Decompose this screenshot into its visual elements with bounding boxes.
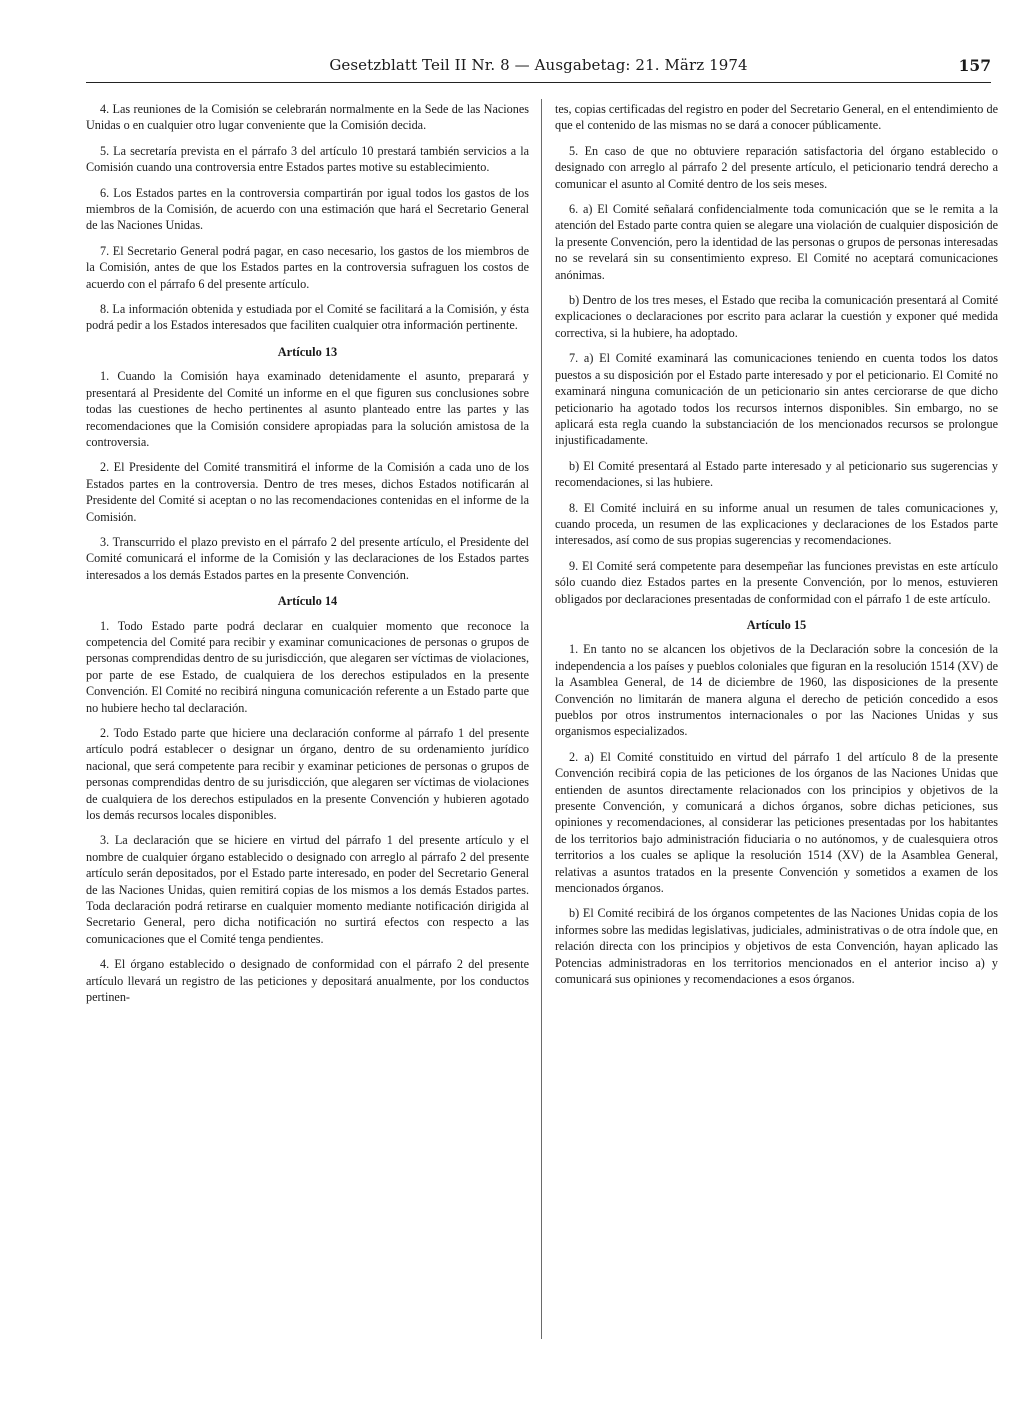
- paragraph: 1. En tanto no se alcancen los objetivos de la Declaración sobre la concesión de la independencia a los países y pueblos coloniales que figuran en la resolución 1514 (XV) de la Asamblea General, de 14 de diciembre de 1960, las disposiciones de la presente Convención no limitarán de manera alguna el derecho de petición concedido a esos pueblos por otros instrumentos internacionales o por las Naciones Unidas y sus organismos especializados.: [555, 642, 998, 739]
- paragraph: 6. Los Estados partes en la controversia compartirán por igual todos los gastos de los miembros de la Comisión, de acuerdo con una estimación que hará el Secretario General de las Naciones Unidas.: [86, 185, 529, 233]
- paragraph: 2. El Presidente del Comité transmitirá el informe de la Comisión a cada uno de los Estados partes en la controversia. Dentro de tres meses, dichos Estados notificarán al Presidente del Comité si aceptan o no las recomendaciones contenidas en el informe de la Comisión.: [86, 460, 529, 524]
- page-header: [86, 56, 991, 80]
- right-column: [555, 101, 998, 997]
- page-number: 157: [958, 56, 991, 75]
- paragraph: 1. Todo Estado parte podrá declarar en cualquier momento que reconoce la competencia del Comité para recibir y examinar comunicaciones de personas o grupos de personas comprendidas dentro de su jurisdicción, que alegaren ser víctimas de violaciones, por parte de ese Estado, de cualquiera de los derechos estipulados en la presente Convención. El Comité no recibirá ninguna comunicación referente a un Estado parte que no hubiere hecho tal declaración.: [86, 618, 530, 715]
- paragraph: b) El Comité recibirá de los órganos competentes de las Naciones Unidas copia de los informes sobre las medidas legislativas, judiciales, administrativas o de otra índole que, en relación directa con los principios y objetivos de esta Convención, hayan aplicado las Potencias administradoras en los territorios mencionados en el anterior inciso a) y comunicará sus opiniones y recomendaciones a esos órganos.: [555, 906, 998, 987]
- paragraph: 4. Las reuniones de la Comisión se celebrarán normalmente en la Sede de las Naciones Unidas o en cualquier otro lugar conveniente que la Comisión decida.: [86, 102, 529, 133]
- paragraph: 8. El Comité incluirá en su informe anual un resumen de tales comunicaciones y, cuando proceda, un resumen de las explicaciones y declaraciones de los Estados parte interesados, así como de sus propias sugerencias y recomendaciones.: [555, 500, 998, 548]
- paragraph: 3. La declaración que se hiciere en virtud del párrafo 1 del presente artículo y el nombre de cualquier órgano establecido o designado con arreglo al párrafo 2 del presente artículo serán depositados, por el Estado parte interesado, en poder del Secretario General de las Naciones Unidas, quien remitirá copias de los mismos a los demás Estados partes. Toda declaración podrá retirarse en cualquier momento mediante notificación dirigida al Secretario General, pero dicha notificación no surtirá efectos con respecto a las comunicaciones que el Comité tenga pendientes.: [86, 833, 529, 946]
- article-14-heading: Artículo 14: [277, 594, 338, 609]
- article-15-heading: Artículo 15: [746, 617, 807, 632]
- paragraph: 9. El Comité será competente para desempeñar las funciones previstas en este artículo sólo cuando diez Estados partes en la presente Convención, por lo menos, estuvieren obligados por declaraciones presentadas de conformidad con el párrafo 1 de este artículo.: [555, 558, 998, 606]
- paragraph: b) El Comité presentará al Estado parte interesado y al peticionario sus sugerencias y recomendaciones, si las hubiere.: [555, 458, 998, 490]
- paragraph-continuation: tes, copias certificadas del registro en poder del Secretario General, en el entendimiento de que el contenido de las mismas no se dará a conocer públicamente.: [555, 102, 998, 133]
- column-divider: [541, 99, 542, 1339]
- paragraph: 3. Transcurrido el plazo previsto en el párrafo 2 del presente artículo, el Presidente del Comité comunicará el informe de la Comisión y las declaraciones de los Estados partes interesados a los demás Estados partes en la presente Convención.: [86, 534, 529, 582]
- paragraph: 5. La secretaría prevista en el párrafo 3 del artículo 10 prestará también servicios a la Comisión cuando una controversia entre Estados partes motive su establecimiento.: [86, 143, 529, 175]
- article-13-heading: Artículo 13: [277, 344, 338, 359]
- paragraph: 7. El Secretario General podrá pagar, en caso necesario, los gastos de los miembros de la Comisión, antes de que los Estados partes en la controversia sufraguen los costos de acuerdo con el párrafo 6 del presente artículo.: [86, 243, 529, 291]
- paragraph: 4. El órgano establecido o designado de conformidad con el párrafo 2 del presente artículo llevará un registro de las peticiones y depositará anualmente, por los conductos pertinen-: [86, 957, 529, 1005]
- header-rule: [86, 82, 991, 83]
- paragraph: b) Dentro de los tres meses, el Estado que reciba la comunicación presentará al Comité explicaciones o declaraciones por escrito para aclarar la cuestión y exponer qué medida correctiva, si la hubiere, ha adoptado.: [555, 293, 998, 340]
- paragraph: 6. a) El Comité señalará confidencialmente toda comunicación que se le remita a la atención del Estado parte contra quien se alegare una violación de cualquier disposición de la presente Convención, pero la identidad de las personas o grupos de personas interesadas no se revelará sin su consentimiento expreso. El Comité no aceptará comunicaciones anónimas.: [555, 202, 998, 282]
- paragraph: 2. a) El Comité constituido en virtud del párrafo 1 del artículo 8 de la presente Convención recibirá copia de las peticiones de los órganos de las Naciones Unidas que entienden de asuntos directamente relacionados con los principios y objetivos de la presente Convención, y comunicará a dichos órganos, sobre dichas peticiones, sus opiniones y recomendaciones, al considerar las peticiones presentadas por los habitantes de los territorios bajo administración fiduciaria o no autónomos, y de cualesquiera otros territorios a los cuales se aplique la resolución 1514 (XV) de la Asamblea General, relativas a asuntos tratados en la presente Convención y sometidos a examen de los mencionados órganos.: [555, 749, 998, 896]
- paragraph: 7. a) El Comité examinará las comunicaciones teniendo en cuenta todos los datos puestos a su disposición por el Estado parte interesado y por el peticionario. El Comité no examinará ninguna comunicación de un peticionario sin antes cerciorarse de que dicho peticionario ha agotado todos los recursos internos disponibles. Sin embargo, no se aplicará esta regla cuando la substanciación de los mencionados recursos se prolongue injustificadamente.: [555, 351, 998, 448]
- paragraph: 2. Todo Estado parte que hiciere una declaración conforme al párrafo 1 del presente artículo podrá establecer o designar un órgano, dentro de su ordenamiento jurídico nacional, que será competente para recibir y examinar peticiones de personas o grupos de personas comprendidas dentro de su jurisdicción, que alegaren ser víctimas de violaciones de cualquiera de los derechos estipulados en la presente Convención y hubieren agotado los demás recursos locales disponibles.: [86, 726, 529, 823]
- header-title: Gesetzblatt Teil II Nr. 8 — Ausgabetag: 21. März 1974: [329, 56, 748, 74]
- paragraph: 1. Cuando la Comisión haya examinado detenidamente el asunto, preparará y presentará al Presidente del Comité un informe en el que figuren sus conclusiones sobre todas las cuestiones de hecho pertinentes al asunto planteado entre las partes y las recomendaciones que la Comisión considere apropiadas para la solución amistosa de la controversia.: [86, 369, 529, 449]
- left-column: [86, 101, 529, 1015]
- paragraph: 8. La información obtenida y estudiada por el Comité se facilitará a la Comisión, y ésta podrá pedir a los Estados interesados que faciliten cualquier otra información pertinente.: [86, 302, 529, 333]
- paragraph: 5. En caso de que no obtuviere reparación satisfactoria del órgano establecido o designado con arreglo al párrafo 2 del presente artículo, el peticionario tendrá derecho a comunicar el asunto al Comité dentro de los seis meses.: [555, 143, 998, 191]
